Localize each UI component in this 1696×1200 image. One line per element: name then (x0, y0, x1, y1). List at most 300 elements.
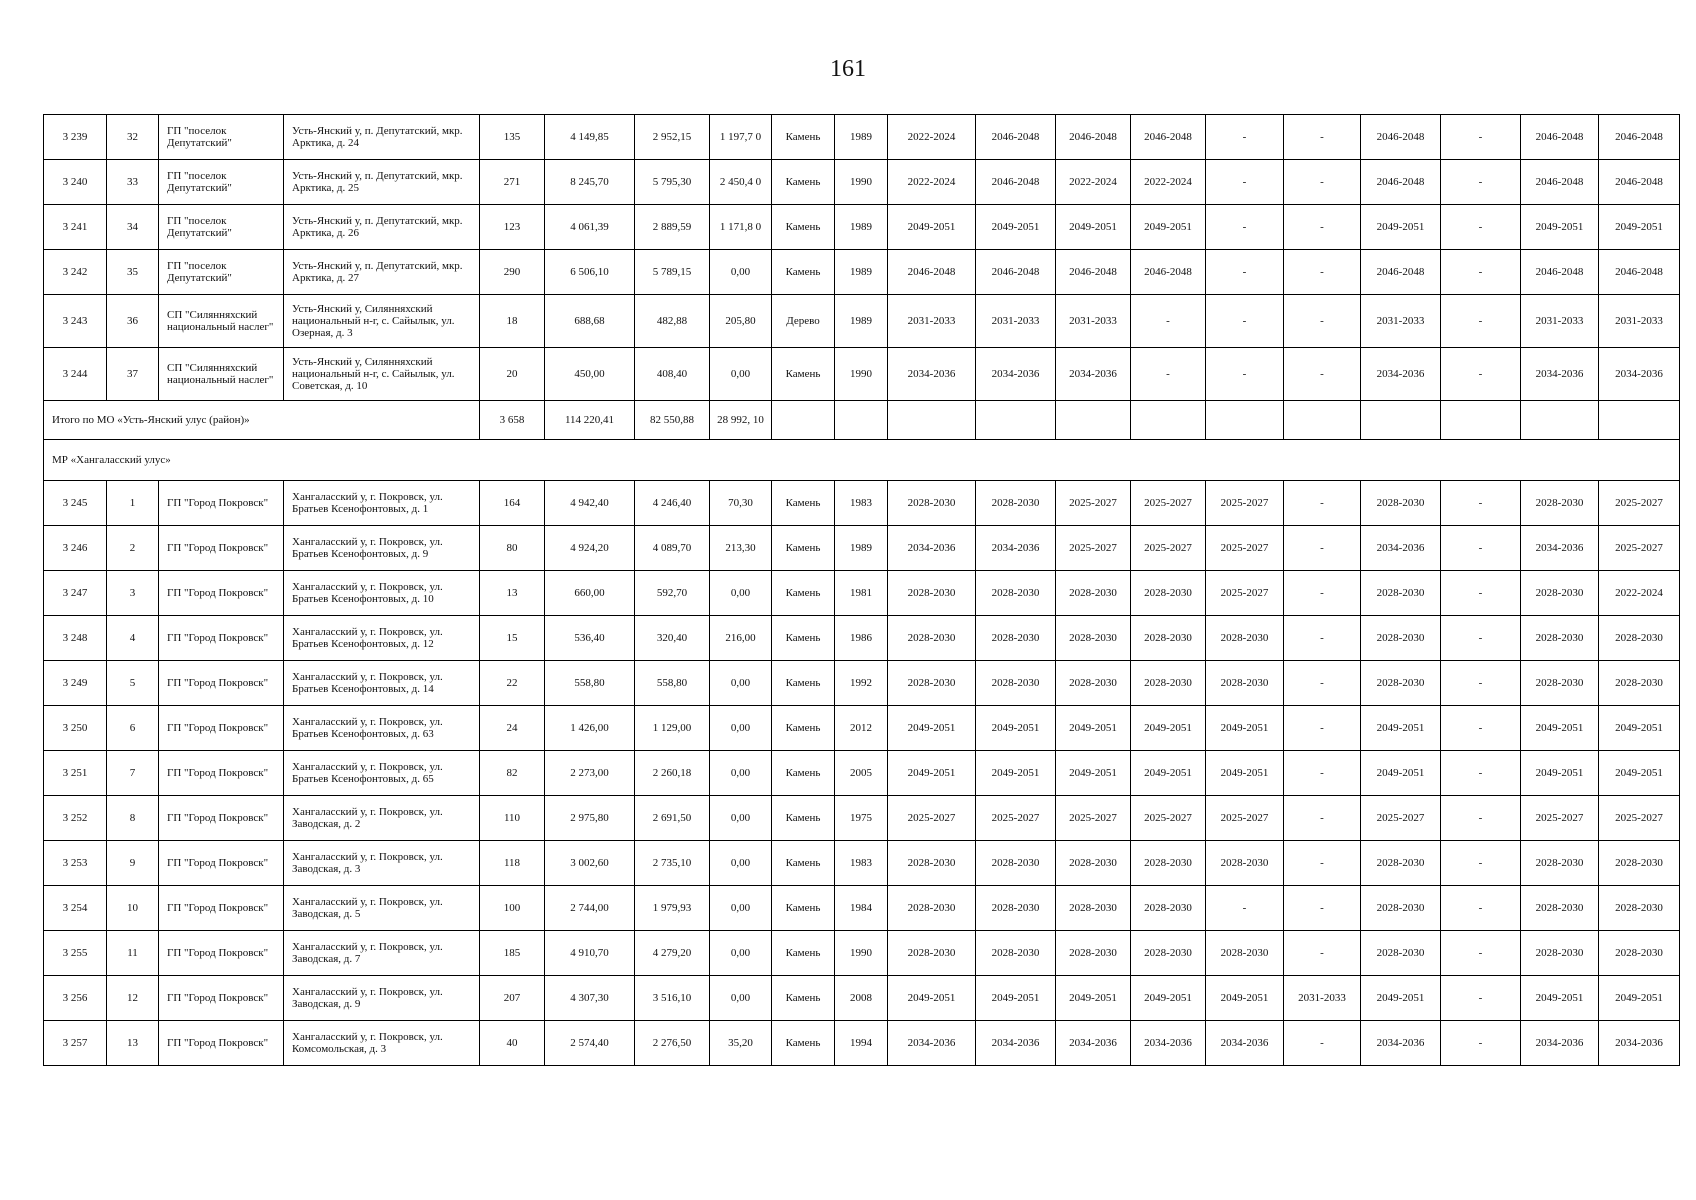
cell-residents: 110 (480, 796, 545, 841)
cell-repair-period-5: 2028-2030 (1206, 661, 1284, 706)
cell-address: Хангаласский у, г. Покровск, ул. Заводская, д. 3 (284, 841, 480, 886)
cell-residential-area: 4 279,20 (635, 931, 710, 976)
cell-row-number: 3 244 (44, 348, 107, 401)
cell-repair-period-7: 2049-2051 (1361, 205, 1441, 250)
cell-residents: 164 (480, 481, 545, 526)
cell-municipality: ГП "Город Покровск" (159, 661, 284, 706)
cell-repair-period-1: 2022-2024 (888, 160, 976, 205)
cell-repair-period-10: 2034-2036 (1599, 1021, 1680, 1066)
cell-repair-period-5: - (1206, 205, 1284, 250)
cell-repair-period-4: 2028-2030 (1131, 661, 1206, 706)
cell-nonresidential-area: 2 450,4 0 (710, 160, 772, 205)
cell-residential-area: 2 691,50 (635, 796, 710, 841)
cell-repair-period-8: - (1441, 250, 1521, 295)
cell-repair-period-6: - (1284, 348, 1361, 401)
cell-row-number: 3 241 (44, 205, 107, 250)
cell-address: Хангаласский у, г. Покровск, ул. Братьев Ксенофонтовых, д. 10 (284, 571, 480, 616)
cell-municipality: ГП "Город Покровск" (159, 706, 284, 751)
cell-row-number: 3 251 (44, 751, 107, 796)
cell-total-area: 2 574,40 (545, 1021, 635, 1066)
cell-repair-period-1: 2028-2030 (888, 886, 976, 931)
cell-wall-material: Камень (772, 661, 835, 706)
cell-repair-period-6: - (1284, 205, 1361, 250)
cell-repair-period-9: 2028-2030 (1521, 661, 1599, 706)
cell-residents: 118 (480, 841, 545, 886)
cell-repair-period-9: 2028-2030 (1521, 886, 1599, 931)
table-row (44, 526, 1680, 571)
cell-item-number: 36 (107, 295, 159, 348)
cell-residents: 20 (480, 348, 545, 401)
cell-repair-period-8: - (1441, 976, 1521, 1021)
cell-repair-period-7: 2046-2048 (1361, 160, 1441, 205)
cell-repair-period-7: 2025-2027 (1361, 796, 1441, 841)
section-header: МР «Хангаласский улус» (44, 440, 1680, 481)
cell-repair-period-8: - (1441, 295, 1521, 348)
cell-repair-period-5: 2025-2027 (1206, 571, 1284, 616)
table-row (44, 295, 1680, 348)
cell-repair-period-6: - (1284, 295, 1361, 348)
cell-repair-period-2: 2028-2030 (976, 886, 1056, 931)
cell-repair-period-2: 2025-2027 (976, 796, 1056, 841)
cell-row-number: 3 239 (44, 115, 107, 160)
cell-repair-period-9: 2049-2051 (1521, 751, 1599, 796)
cell-repair-period-9: 2034-2036 (1521, 1021, 1599, 1066)
cell-repair-period-7: 2028-2030 (1361, 661, 1441, 706)
cell-repair-period-10: 2028-2030 (1599, 841, 1680, 886)
cell-repair-period-3: 2046-2048 (1056, 115, 1131, 160)
cell-residents: 271 (480, 160, 545, 205)
cell-residential-area: 3 516,10 (635, 976, 710, 1021)
cell-repair-period-1: 2034-2036 (888, 526, 976, 571)
cell-repair-period-9: 2031-2033 (1521, 295, 1599, 348)
table-row (44, 751, 1680, 796)
cell-municipality: ГП "Город Покровск" (159, 796, 284, 841)
cell-repair-period-4: 2049-2051 (1131, 205, 1206, 250)
cell-wall-material: Камень (772, 931, 835, 976)
cell-residents: 40 (480, 1021, 545, 1066)
cell-municipality: ГП "Город Покровск" (159, 616, 284, 661)
cell-year-built: 2012 (835, 706, 888, 751)
cell-address: Усть-Янский у, п. Депутатский, мкр. Арктика, д. 24 (284, 115, 480, 160)
table-row (44, 348, 1680, 401)
cell-wall-material: Камень (772, 976, 835, 1021)
subtotal-empty-cell (1599, 401, 1680, 440)
cell-repair-period-6: - (1284, 616, 1361, 661)
cell-total-area: 4 061,39 (545, 205, 635, 250)
cell-repair-period-4: 2034-2036 (1131, 1021, 1206, 1066)
cell-repair-period-1: 2049-2051 (888, 205, 976, 250)
cell-repair-period-3: 2028-2030 (1056, 661, 1131, 706)
cell-repair-period-10: 2049-2051 (1599, 751, 1680, 796)
cell-repair-period-1: 2028-2030 (888, 841, 976, 886)
cell-repair-period-9: 2028-2030 (1521, 481, 1599, 526)
table-row (44, 976, 1680, 1021)
cell-item-number: 13 (107, 1021, 159, 1066)
cell-repair-period-6: - (1284, 886, 1361, 931)
cell-repair-period-5: - (1206, 886, 1284, 931)
cell-repair-period-8: - (1441, 931, 1521, 976)
cell-year-built: 1992 (835, 661, 888, 706)
cell-row-number: 3 242 (44, 250, 107, 295)
cell-item-number: 8 (107, 796, 159, 841)
cell-wall-material: Дерево (772, 295, 835, 348)
table-row (44, 616, 1680, 661)
cell-residents: 22 (480, 661, 545, 706)
cell-year-built: 1983 (835, 841, 888, 886)
cell-repair-period-2: 2028-2030 (976, 571, 1056, 616)
cell-repair-period-4: 2049-2051 (1131, 751, 1206, 796)
cell-repair-period-3: 2028-2030 (1056, 616, 1131, 661)
cell-repair-period-7: 2034-2036 (1361, 1021, 1441, 1066)
cell-residential-area: 2 735,10 (635, 841, 710, 886)
cell-row-number: 3 249 (44, 661, 107, 706)
cell-repair-period-6: - (1284, 841, 1361, 886)
subtotal-empty-cell (1131, 401, 1206, 440)
subtotal-empty-cell (1284, 401, 1361, 440)
cell-residents: 123 (480, 205, 545, 250)
cell-wall-material: Камень (772, 796, 835, 841)
cell-nonresidential-area: 0,00 (710, 751, 772, 796)
cell-year-built: 1975 (835, 796, 888, 841)
cell-repair-period-7: 2049-2051 (1361, 976, 1441, 1021)
cell-repair-period-1: 2025-2027 (888, 796, 976, 841)
cell-repair-period-1: 2034-2036 (888, 1021, 976, 1066)
cell-wall-material: Камень (772, 616, 835, 661)
subtotal-empty-cell (976, 401, 1056, 440)
cell-residents: 185 (480, 931, 545, 976)
table-row (44, 115, 1680, 160)
cell-repair-period-3: 2028-2030 (1056, 886, 1131, 931)
cell-year-built: 1989 (835, 115, 888, 160)
cell-wall-material: Камень (772, 571, 835, 616)
cell-repair-period-2: 2034-2036 (976, 348, 1056, 401)
cell-residential-area: 5 789,15 (635, 250, 710, 295)
table-row (44, 1021, 1680, 1066)
table-row (44, 160, 1680, 205)
cell-repair-period-10: 2046-2048 (1599, 115, 1680, 160)
cell-residential-area: 2 889,59 (635, 205, 710, 250)
cell-address: Хангаласский у, г. Покровск, ул. Братьев Ксенофонтовых, д. 9 (284, 526, 480, 571)
cell-wall-material: Камень (772, 706, 835, 751)
cell-item-number: 6 (107, 706, 159, 751)
cell-municipality: ГП "Город Покровск" (159, 976, 284, 1021)
cell-address: Усть-Янский у, п. Депутатский, мкр. Арктика, д. 27 (284, 250, 480, 295)
cell-repair-period-2: 2046-2048 (976, 160, 1056, 205)
cell-municipality: ГП "поселок Депутатский" (159, 250, 284, 295)
cell-repair-period-10: 2028-2030 (1599, 616, 1680, 661)
cell-year-built: 1990 (835, 931, 888, 976)
cell-repair-period-6: - (1284, 571, 1361, 616)
cell-repair-period-6: - (1284, 931, 1361, 976)
cell-residential-area: 2 952,15 (635, 115, 710, 160)
cell-item-number: 32 (107, 115, 159, 160)
cell-repair-period-5: - (1206, 295, 1284, 348)
cell-nonresidential-area: 1 171,8 0 (710, 205, 772, 250)
cell-nonresidential-area: 216,00 (710, 616, 772, 661)
cell-item-number: 11 (107, 931, 159, 976)
cell-repair-period-9: 2049-2051 (1521, 976, 1599, 1021)
cell-item-number: 2 (107, 526, 159, 571)
cell-repair-period-6: - (1284, 1021, 1361, 1066)
cell-year-built: 1981 (835, 571, 888, 616)
cell-repair-period-8: - (1441, 526, 1521, 571)
cell-year-built: 1989 (835, 526, 888, 571)
cell-year-built: 1989 (835, 295, 888, 348)
cell-repair-period-3: 2046-2048 (1056, 250, 1131, 295)
cell-item-number: 1 (107, 481, 159, 526)
cell-repair-period-3: 2034-2036 (1056, 1021, 1131, 1066)
cell-repair-period-8: - (1441, 205, 1521, 250)
subtotal-empty-cell (772, 401, 835, 440)
cell-repair-period-8: - (1441, 796, 1521, 841)
cell-repair-period-7: 2028-2030 (1361, 931, 1441, 976)
cell-repair-period-3: 2049-2051 (1056, 751, 1131, 796)
cell-residential-area: 482,88 (635, 295, 710, 348)
cell-municipality: СП "Силянняхский национальный наслег" (159, 348, 284, 401)
cell-residents: 13 (480, 571, 545, 616)
cell-repair-period-3: 2025-2027 (1056, 796, 1131, 841)
cell-year-built: 2005 (835, 751, 888, 796)
cell-repair-period-7: 2046-2048 (1361, 250, 1441, 295)
cell-repair-period-9: 2028-2030 (1521, 931, 1599, 976)
cell-municipality: ГП "Город Покровск" (159, 931, 284, 976)
cell-municipality: СП "Силянняхский национальный наслег" (159, 295, 284, 348)
cell-item-number: 4 (107, 616, 159, 661)
cell-total-area: 1 426,00 (545, 706, 635, 751)
cell-repair-period-8: - (1441, 661, 1521, 706)
cell-repair-period-2: 2031-2033 (976, 295, 1056, 348)
cell-year-built: 1989 (835, 205, 888, 250)
cell-wall-material: Камень (772, 160, 835, 205)
cell-repair-period-2: 2028-2030 (976, 661, 1056, 706)
cell-repair-period-3: 2022-2024 (1056, 160, 1131, 205)
cell-repair-period-2: 2049-2051 (976, 976, 1056, 1021)
cell-wall-material: Камень (772, 250, 835, 295)
table-row (44, 796, 1680, 841)
cell-repair-period-1: 2028-2030 (888, 481, 976, 526)
cell-repair-period-4: 2046-2048 (1131, 250, 1206, 295)
cell-nonresidential-area: 0,00 (710, 931, 772, 976)
cell-repair-period-7: 2049-2051 (1361, 706, 1441, 751)
cell-item-number: 35 (107, 250, 159, 295)
cell-repair-period-10: 2046-2048 (1599, 250, 1680, 295)
cell-total-area: 558,80 (545, 661, 635, 706)
cell-repair-period-4: 2025-2027 (1131, 526, 1206, 571)
cell-total-area: 4 910,70 (545, 931, 635, 976)
cell-repair-period-2: 2028-2030 (976, 931, 1056, 976)
cell-wall-material: Камень (772, 886, 835, 931)
cell-item-number: 37 (107, 348, 159, 401)
cell-total-area: 2 273,00 (545, 751, 635, 796)
cell-item-number: 34 (107, 205, 159, 250)
cell-residential-area: 1 129,00 (635, 706, 710, 751)
cell-repair-period-9: 2025-2027 (1521, 796, 1599, 841)
cell-repair-period-3: 2034-2036 (1056, 348, 1131, 401)
cell-repair-period-2: 2028-2030 (976, 481, 1056, 526)
cell-row-number: 3 245 (44, 481, 107, 526)
cell-repair-period-9: 2046-2048 (1521, 115, 1599, 160)
cell-repair-period-5: - (1206, 115, 1284, 160)
cell-repair-period-6: - (1284, 706, 1361, 751)
cell-municipality: ГП "Город Покровск" (159, 481, 284, 526)
cell-repair-period-9: 2049-2051 (1521, 205, 1599, 250)
cell-nonresidential-area: 0,00 (710, 661, 772, 706)
cell-year-built: 1990 (835, 348, 888, 401)
cell-repair-period-5: 2025-2027 (1206, 481, 1284, 526)
cell-repair-period-7: 2028-2030 (1361, 886, 1441, 931)
cell-repair-period-10: 2049-2051 (1599, 976, 1680, 1021)
cell-address: Усть-Янский у, Силянняхский национальный н-г, с. Сайылык, ул. Советская, д. 10 (284, 348, 480, 401)
cell-residents: 100 (480, 886, 545, 931)
cell-address: Хангаласский у, г. Покровск, ул. Заводская, д. 2 (284, 796, 480, 841)
subtotal-empty-cell (1521, 401, 1599, 440)
cell-address: Хангаласский у, г. Покровск, ул. Комсомольская, д. 3 (284, 1021, 480, 1066)
table-row (44, 205, 1680, 250)
cell-row-number: 3 243 (44, 295, 107, 348)
cell-total-area: 3 002,60 (545, 841, 635, 886)
cell-municipality: ГП "Город Покровск" (159, 526, 284, 571)
cell-repair-period-8: - (1441, 706, 1521, 751)
cell-repair-period-7: 2034-2036 (1361, 348, 1441, 401)
cell-repair-period-4: - (1131, 348, 1206, 401)
cell-residents: 135 (480, 115, 545, 160)
cell-year-built: 1994 (835, 1021, 888, 1066)
cell-item-number: 9 (107, 841, 159, 886)
cell-year-built: 1983 (835, 481, 888, 526)
cell-wall-material: Камень (772, 481, 835, 526)
subtotal-empty-cell (1441, 401, 1521, 440)
cell-total-area: 2 744,00 (545, 886, 635, 931)
cell-address: Усть-Янский у, п. Депутатский, мкр. Арктика, д. 26 (284, 205, 480, 250)
cell-repair-period-8: - (1441, 841, 1521, 886)
table-row (44, 661, 1680, 706)
cell-nonresidential-area: 0,00 (710, 571, 772, 616)
cell-residential-area: 2 260,18 (635, 751, 710, 796)
cell-repair-period-1: 2049-2051 (888, 976, 976, 1021)
cell-residential-area: 4 089,70 (635, 526, 710, 571)
table-row (44, 571, 1680, 616)
cell-residential-area: 5 795,30 (635, 160, 710, 205)
cell-repair-period-4: 2025-2027 (1131, 796, 1206, 841)
cell-repair-period-4: 2028-2030 (1131, 841, 1206, 886)
cell-wall-material: Камень (772, 205, 835, 250)
cell-residents: 82 (480, 751, 545, 796)
cell-repair-period-5: 2028-2030 (1206, 841, 1284, 886)
cell-repair-period-8: - (1441, 1021, 1521, 1066)
cell-item-number: 33 (107, 160, 159, 205)
cell-item-number: 10 (107, 886, 159, 931)
cell-repair-period-4: 2028-2030 (1131, 616, 1206, 661)
cell-residential-area: 2 276,50 (635, 1021, 710, 1066)
subtotal-empty-cell (1056, 401, 1131, 440)
cell-repair-period-9: 2046-2048 (1521, 160, 1599, 205)
cell-repair-period-3: 2028-2030 (1056, 931, 1131, 976)
cell-repair-period-9: 2034-2036 (1521, 526, 1599, 571)
cell-repair-period-4: 2049-2051 (1131, 976, 1206, 1021)
cell-repair-period-9: 2028-2030 (1521, 616, 1599, 661)
cell-repair-period-5: 2028-2030 (1206, 931, 1284, 976)
cell-repair-period-3: 2028-2030 (1056, 571, 1131, 616)
cell-repair-period-1: 2028-2030 (888, 661, 976, 706)
cell-nonresidential-area: 70,30 (710, 481, 772, 526)
cell-row-number: 3 253 (44, 841, 107, 886)
cell-repair-period-6: - (1284, 751, 1361, 796)
cell-repair-period-7: 2028-2030 (1361, 481, 1441, 526)
cell-total-area: 2 975,80 (545, 796, 635, 841)
cell-repair-period-10: 2049-2051 (1599, 205, 1680, 250)
cell-residential-area: 4 246,40 (635, 481, 710, 526)
cell-total-area: 450,00 (545, 348, 635, 401)
cell-repair-period-8: - (1441, 115, 1521, 160)
cell-repair-period-2: 2034-2036 (976, 1021, 1056, 1066)
cell-repair-period-10: 2049-2051 (1599, 706, 1680, 751)
cell-repair-period-1: 2022-2024 (888, 115, 976, 160)
cell-row-number: 3 252 (44, 796, 107, 841)
cell-item-number: 5 (107, 661, 159, 706)
cell-address: Хангаласский у, г. Покровск, ул. Братьев Ксенофонтовых, д. 12 (284, 616, 480, 661)
cell-nonresidential-area: 0,00 (710, 976, 772, 1021)
cell-repair-period-3: 2025-2027 (1056, 526, 1131, 571)
cell-address: Усть-Янский у, п. Депутатский, мкр. Арктика, д. 25 (284, 160, 480, 205)
cell-repair-period-4: 2049-2051 (1131, 706, 1206, 751)
cell-repair-period-6: - (1284, 250, 1361, 295)
cell-residents: 80 (480, 526, 545, 571)
cell-residents: 15 (480, 616, 545, 661)
cell-repair-period-1: 2028-2030 (888, 571, 976, 616)
cell-repair-period-8: - (1441, 571, 1521, 616)
cell-nonresidential-area: 0,00 (710, 796, 772, 841)
cell-repair-period-9: 2049-2051 (1521, 706, 1599, 751)
cell-repair-period-9: 2046-2048 (1521, 250, 1599, 295)
cell-residents: 24 (480, 706, 545, 751)
cell-repair-period-6: - (1284, 160, 1361, 205)
cell-repair-period-6: - (1284, 115, 1361, 160)
cell-repair-period-1: 2028-2030 (888, 616, 976, 661)
cell-total-area: 688,68 (545, 295, 635, 348)
cell-item-number: 7 (107, 751, 159, 796)
cell-row-number: 3 255 (44, 931, 107, 976)
cell-residents: 18 (480, 295, 545, 348)
table-row (44, 440, 1680, 481)
cell-repair-period-3: 2049-2051 (1056, 706, 1131, 751)
subtotal-empty-cell (1206, 401, 1284, 440)
subtotal-empty-cell (1361, 401, 1441, 440)
cell-repair-period-4: 2028-2030 (1131, 571, 1206, 616)
cell-repair-period-8: - (1441, 160, 1521, 205)
cell-repair-period-5: 2049-2051 (1206, 706, 1284, 751)
cell-repair-period-10: 2025-2027 (1599, 526, 1680, 571)
cell-total-area: 6 506,10 (545, 250, 635, 295)
cell-residential-area: 558,80 (635, 661, 710, 706)
cell-repair-period-2: 2028-2030 (976, 616, 1056, 661)
subtotal-empty-cell (835, 401, 888, 440)
cell-residential-area: 592,70 (635, 571, 710, 616)
cell-residential-area: 1 979,93 (635, 886, 710, 931)
cell-municipality: ГП "поселок Депутатский" (159, 115, 284, 160)
cell-address: Хангаласский у, г. Покровск, ул. Заводская, д. 9 (284, 976, 480, 1021)
subtotal-residents: 3 658 (480, 401, 545, 440)
cell-repair-period-2: 2049-2051 (976, 205, 1056, 250)
cell-row-number: 3 248 (44, 616, 107, 661)
cell-total-area: 8 245,70 (545, 160, 635, 205)
cell-repair-period-9: 2034-2036 (1521, 348, 1599, 401)
cell-repair-period-3: 2049-2051 (1056, 205, 1131, 250)
cell-repair-period-3: 2025-2027 (1056, 481, 1131, 526)
cell-repair-period-7: 2028-2030 (1361, 841, 1441, 886)
cell-repair-period-4: - (1131, 295, 1206, 348)
cell-repair-period-6: - (1284, 481, 1361, 526)
cell-address: Хангаласский у, г. Покровск, ул. Братьев Ксенофонтовых, д. 1 (284, 481, 480, 526)
